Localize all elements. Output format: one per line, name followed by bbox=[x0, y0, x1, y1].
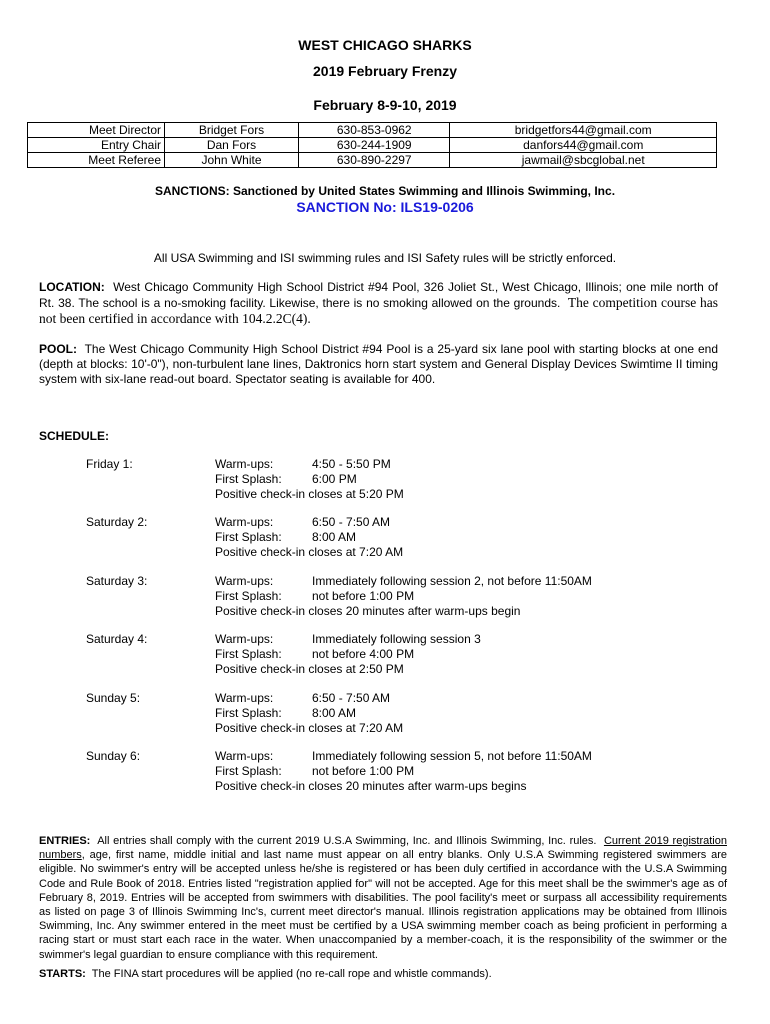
first-splash-time: not before 1:00 PM bbox=[312, 764, 415, 778]
contact-email: bridgetfors44@gmail.com bbox=[450, 123, 717, 138]
first-splash-time: 8:00 AM bbox=[312, 530, 357, 544]
session-day: Saturday 2: bbox=[86, 515, 148, 529]
first-splash-label: First Splash: bbox=[215, 530, 282, 544]
location-label: LOCATION: bbox=[39, 280, 105, 294]
contact-role: Meet Referee bbox=[28, 153, 165, 168]
entries-paragraph bbox=[39, 834, 727, 962]
first-splash-label: First Splash: bbox=[215, 589, 282, 603]
first-splash-time: not before 4:00 PM bbox=[312, 647, 415, 661]
table-row bbox=[28, 138, 717, 153]
contact-name: John White bbox=[165, 153, 299, 168]
contact-email: jawmail@sbcglobal.net bbox=[450, 153, 717, 168]
checkin-note: Positive check-in closes 20 minutes after warm-ups begins bbox=[215, 779, 527, 793]
checkin-note: Positive check-in closes at 7:20 AM bbox=[215, 721, 404, 735]
contact-name: Bridget Fors bbox=[165, 123, 299, 138]
contact-phone: 630-853-0962 bbox=[299, 123, 450, 138]
warmups-time: 6:50 - 7:50 AM bbox=[312, 691, 391, 705]
schedule-heading: SCHEDULE: bbox=[39, 429, 110, 443]
entries-text-rest: , age, first name, middle initial and last name must appear on all entry blanks. Only U.S.A Swimming registered swimmers are eligible. No swimmer's entry will be accepted unless he/she is registered or has been duly certified in accordance with the U.S.A Swimming Code and Rule Book of 2018. Entries listed "registration applied for" will not be accepted. Age for this meet shall be the swimmer's age as of February 8, 2019. Entries will be accepted from swimmers with disabilities. The pool facility's meet or surpass all accessibility requirements as listed on page 3 of Illinois Swimming Inc's, current meet director's manual. Illinois registration applications may be obtained from Illinois Swimming, Inc. Any swimmer entered in the meet must be certified by a USA swimming member coach as being proficient in performing a racing start or must start each race in the water. When unaccompanied by a member-coach, it is the responsibility of the swimmer or the swimmer's legal guardian to ensure compliance with this requirement. bbox=[39, 849, 727, 961]
course-certification-note: The competition course has not been certified in accordance with 104.2.2C(4). bbox=[39, 295, 718, 326]
first-splash-time: 6:00 PM bbox=[312, 472, 357, 486]
session-day: Sunday 6: bbox=[86, 749, 141, 763]
first-splash-label: First Splash: bbox=[215, 764, 282, 778]
starts-paragraph bbox=[39, 968, 492, 980]
contact-name: Dan Fors bbox=[165, 138, 299, 153]
table-row bbox=[28, 153, 717, 168]
team-title: WEST CHICAGO SHARKS bbox=[298, 37, 472, 53]
warmups-label: Warm-ups: bbox=[215, 749, 274, 763]
table-row bbox=[28, 123, 717, 138]
warmups-time: Immediately following session 3 bbox=[312, 632, 481, 646]
warmups-label: Warm-ups: bbox=[215, 574, 274, 588]
checkin-note: Positive check-in closes 20 minutes after warm-ups begin bbox=[215, 604, 521, 618]
first-splash-time: not before 1:00 PM bbox=[312, 589, 415, 603]
pool-paragraph bbox=[39, 342, 718, 387]
starts-label: STARTS: bbox=[39, 968, 86, 980]
starts-text: The FINA start procedures will be applied (no re-call rope and whistle commands). bbox=[91, 968, 492, 980]
checkin-note: Positive check-in closes at 5:20 PM bbox=[215, 487, 404, 501]
pool-text: The West Chicago Community High School District #94 Pool is a 25-yard six lane pool with starting blocks at one end (depth at blocks: 10'-0"), non-turbulent lane lines, Daktronics horn start system and General Display Devices Swimtime II timing system with six-lane read-out board. Spectator seating is available for 400. bbox=[39, 342, 719, 386]
warmups-label: Warm-ups: bbox=[215, 515, 274, 529]
sanction-number: SANCTION No: ILS19-0206 bbox=[296, 199, 474, 215]
sanctions-text: SANCTIONS: Sanctioned by United States Swimming and Illinois Swimming, Inc. bbox=[154, 184, 616, 198]
first-splash-label: First Splash: bbox=[215, 647, 282, 661]
meet-dates: February 8-9-10, 2019 bbox=[313, 97, 457, 113]
warmups-time: 4:50 - 5:50 PM bbox=[312, 457, 391, 471]
checkin-note: Positive check-in closes at 2:50 PM bbox=[215, 662, 404, 676]
contact-phone: 630-244-1909 bbox=[299, 138, 450, 153]
contact-email: danfors44@gmail.com bbox=[450, 138, 717, 153]
session-day: Friday 1: bbox=[86, 457, 133, 471]
warmups-time: Immediately following session 5, not before 11:50AM bbox=[312, 749, 592, 763]
session-day: Saturday 4: bbox=[86, 632, 148, 646]
warmups-label: Warm-ups: bbox=[215, 457, 274, 471]
warmups-time: 6:50 - 7:50 AM bbox=[312, 515, 391, 529]
first-splash-label: First Splash: bbox=[215, 706, 282, 720]
first-splash-label: First Splash: bbox=[215, 472, 282, 486]
checkin-note: Positive check-in closes at 7:20 AM bbox=[215, 545, 404, 559]
session-day: Saturday 3: bbox=[86, 574, 148, 588]
meet-name: 2019 February Frenzy bbox=[313, 63, 457, 79]
entries-text-start: All entries shall comply with the current 2019 U.S.A Swimming, Inc. and Illinois Swimming, Inc. rules. bbox=[97, 835, 597, 847]
warmups-label: Warm-ups: bbox=[215, 632, 274, 646]
registration-numbers-note: Current 2019 registration numbers bbox=[39, 835, 727, 862]
warmups-label: Warm-ups: bbox=[215, 691, 274, 705]
contact-phone: 630-890-2297 bbox=[299, 153, 450, 168]
location-text: West Chicago Community High School District #94 Pool, 326 Joliet St., West Chicago, Illinois; one mile north of Rt. 38. The school is a no-smoking facility. Likewise, there is no smoking allowed on the grounds. bbox=[39, 280, 718, 310]
warmups-time: Immediately following session 2, not before 11:50AM bbox=[312, 574, 592, 588]
contact-role: Entry Chair bbox=[28, 138, 165, 153]
rules-notice: All USA Swimming and ISI swimming rules and ISI Safety rules will be strictly enforced. bbox=[153, 251, 617, 265]
contact-role: Meet Director bbox=[28, 123, 165, 138]
first-splash-time: 8:00 AM bbox=[312, 706, 357, 720]
contacts-table bbox=[27, 122, 717, 168]
location-paragraph bbox=[39, 279, 718, 327]
pool-label: POOL: bbox=[39, 342, 77, 356]
session-day: Sunday 5: bbox=[86, 691, 141, 705]
entries-label: ENTRIES: bbox=[39, 835, 91, 847]
